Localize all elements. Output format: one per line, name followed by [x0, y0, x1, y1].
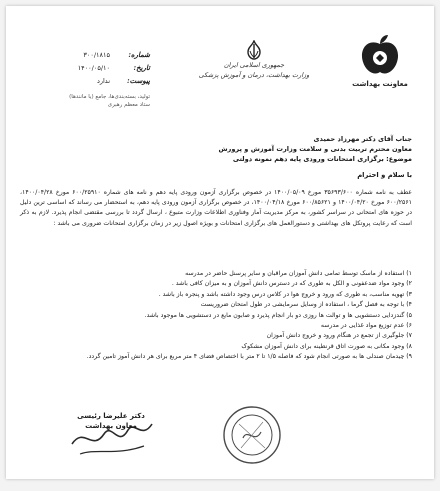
list-item: ۵) گندزدایی دستشویی ها و توالت ها روزی دو بار انجام پذیرد و صابون مایع در دستشویی ها موجود باشد. [144, 311, 412, 319]
meta-number-row [20, 50, 150, 63]
meta-attachment-label: پیوست: [127, 76, 150, 85]
official-stamp-icon [221, 404, 283, 466]
emblem-country-line: جمهوری اسلامی ایران [223, 61, 285, 69]
body-paragraph: عطف به نامه شماره ۳۵۶۹۳/۶۰۰ مورخ ۱۴۰۰/۰۵/۰۹ در خصوص برگزاری آزمون ورودی پایه دهم و نامه های شماره ۶۰۰/۲۵۹۱۰ مورخ ۱۴۰۰/۰۴/۲۸، ۶۰۰/۲۵۶۱ مورخ ۱۴۰۰/۰۴/۲۰ و ۶۰۰/۸۵۶۲۱ مورخ ۱۴۰۰/۰۴/۱۸، در خصوص برگزاری آزمون ورودی پایه دهم، به استحضار می رساند که اساسی ترین دلیل در حوزه های امتحانی در سراسر کشور، به مرکز مدیریت آمار وفناوری اطلاعات وزارت متبوع ، ارسال گردد تا بررسی مقتضی انجام پذیرد. لازم به ذکر است که رعایت پروتکل های بهداشتی و دستورالعمل های برگزاری امتحانات و بویژه اصول زیر در زمان برگزاری امتحانات ضروری می باشد : [20, 189, 412, 227]
list-item: ۲) وجود مواد ضدعفونی و الکل به طوری که در دسترس دانش آموزان و به میزان کافی باشد . [171, 280, 412, 288]
meta-footer-line1: تولید، بسته‌بندی‌ها، جامع (یا مانند‌ها) [69, 94, 150, 100]
signatory-name: دکتر علیرضا رئیسی [77, 412, 145, 420]
meta-date-label: تاریخ: [133, 63, 150, 72]
logo-caption: معاونت بهداشت [352, 80, 408, 88]
list-item: ۱) استفاده از ماسک توسط تمامی دانش آموزان مراقبان و سایر پرسنل حاضر در مدرسه [185, 270, 412, 277]
list-item: ۳) تهویه مناسب، به طوری که ورود و خروج هوا در کلاس درس وجود داشته باشد و پنجره باز باشد . [158, 290, 412, 298]
list-item: ۶) عدم توزیع مواد غذایی در مدرسه [320, 322, 412, 330]
iran-emblem-icon [245, 40, 263, 60]
letter-subject: موضوع: برگزاری امتحانات ورودی پایه دهم نمونه دولتی [232, 155, 412, 163]
list-item: ۸) وجود مکانی به صورت اتاق قرنطینه برای دانش آموزان مشکوک [241, 342, 412, 350]
list-item: ۹) چیدمان صندلی ها به صورتی انجام شود که فاصله ۱/۵ تا ۲ متر با اختصاص فضای ۴ متر مربع برای هر دانش آموز تامین گردد. [86, 353, 412, 361]
list-item: ۴) با توجه به فصل گرما ، استفاده از وسایل سرمایشی در طول امتحان ضروریست [200, 301, 412, 309]
signatory [68, 411, 154, 431]
meta-attachment-value: ندارد [96, 77, 110, 85]
meta-date-value: ۱۴۰۰/۰۵/۱۰ [77, 64, 110, 72]
meta-number-value: ۳۰۰/۱۸۱۵ [83, 51, 110, 59]
letter-meta [20, 50, 150, 109]
meta-attachment-row [20, 76, 150, 89]
recipient-address [20, 134, 412, 164]
meta-footer-line2: ستاد معظم رهبری [107, 102, 150, 108]
meta-footer [20, 93, 150, 109]
list-item: ۷) جلوگیری از تجمع در هنگام ورود و خروج دانش آموزان [266, 332, 412, 340]
greeting: با سلام و احترام [357, 171, 412, 179]
letter-page [6, 6, 434, 479]
protocol-list [20, 269, 412, 363]
signatory-title: معاون بهداشت [85, 422, 137, 430]
meta-number-label: شماره: [128, 50, 150, 59]
emblem-ministry-line: وزارت بهداشت، درمان و آموزش پزشکی [198, 71, 310, 79]
recipient-title: معاون محترم تربیت بدنی و سلامت وزارت آموزش و پرورش [218, 145, 412, 153]
iran-emblem-block [184, 40, 324, 80]
recipient-name: جناب آقای دکتر مهرزاد حمیدی [313, 135, 412, 143]
meta-date-row [20, 63, 150, 76]
health-deputy-logo [340, 34, 420, 88]
apple-logo-icon [357, 34, 403, 78]
